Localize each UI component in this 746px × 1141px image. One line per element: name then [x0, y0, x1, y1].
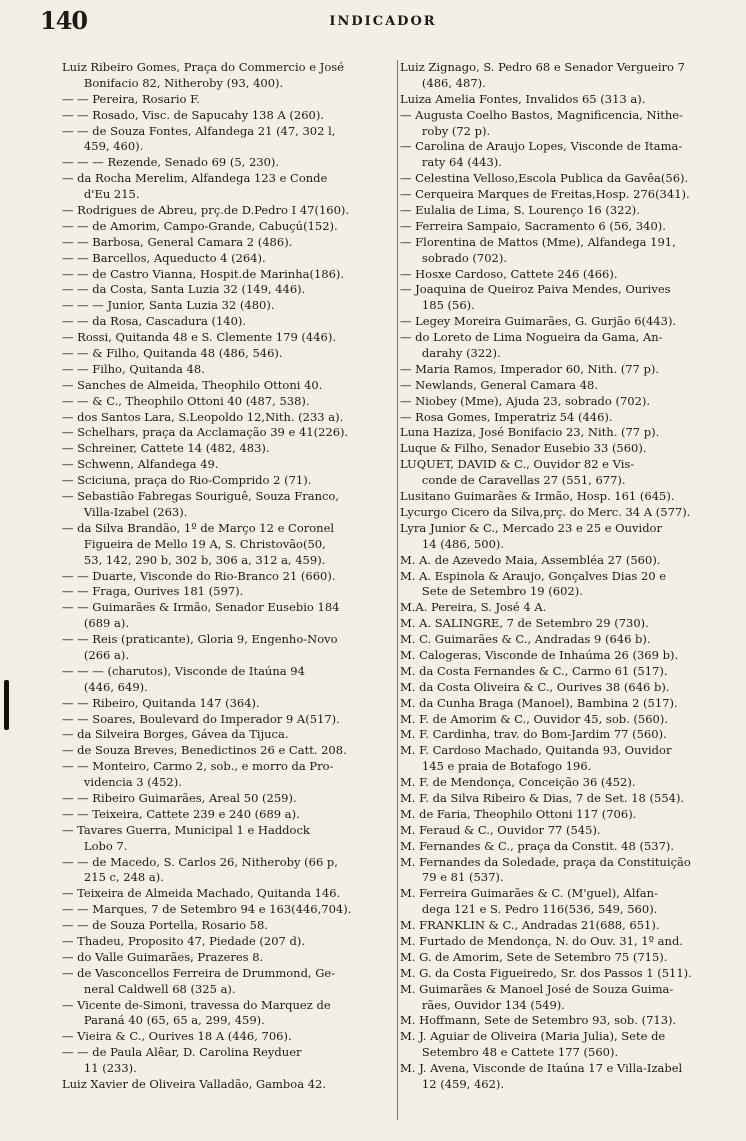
directory-entry-line: M. A. Espinola & Araujo, Gonçalves Dias 20 e [400, 568, 667, 583]
directory-entry-line: Lyra Junior & C., Mercado 23 e 25 e Ouvidor [400, 520, 662, 535]
directory-entry-line: Luiz Zignago, S. Pedro 68 e Senador Vergueiro 7 [400, 60, 685, 74]
directory-entry-line: — — da Costa, Santa Luzia 32 (149, 446). [62, 282, 306, 297]
directory-entry-line: — — & C., Theophilo Ottoni 40 (487, 538). [62, 393, 310, 408]
directory-entry-line: — da Silva Brandão, 1º de Março 12 e Coronel [62, 520, 335, 535]
directory-entry-line: — — de Paula Alêar, D. Carolina Reyduer [62, 1045, 302, 1060]
directory-entry-line: — — Ribeiro, Quitanda 147 (364). [62, 695, 260, 710]
directory-entry-line: 53, 142, 290 b, 302 b, 306 a, 312 a, 459). [62, 552, 326, 567]
directory-entry-line: M. de Faria, Theophilo Ottoni 117 (706). [400, 806, 637, 821]
directory-entry-line: — Carolina de Araujo Lopes, Visconde de Itama- [400, 139, 683, 154]
directory-entry-line: — Hosxe Cardoso, Cattete 246 (466). [400, 266, 618, 281]
directory-entry-line: — — Rosado, Visc. de Sapucahy 138 A (260). [62, 107, 325, 122]
directory-entry-line: M.A. Pereira, S. José 4 A. [400, 600, 547, 615]
directory-entry-line: — — Guimarães & Irmão, Senador Eusebio 184 [62, 600, 340, 615]
directory-entry-line: darahy (322). [400, 346, 501, 361]
directory-entry-line: Paraná 40 (65, 65 a, 299, 459). [62, 1013, 265, 1028]
directory-entry-line: roby (72 p). [400, 123, 491, 138]
directory-entry-line: — — de Amorim, Campo-Grande, Cabuçú(152). [62, 218, 338, 233]
directory-entry-line: M. A. SALINGRE, 7 de Setembro 29 (730). [400, 616, 649, 631]
directory-entry-line: — — & Filho, Quitanda 48 (486, 546). [62, 346, 283, 361]
directory-entry-line: — Sciciuna, praça do Rio-Comprido 2 (71). [62, 473, 312, 488]
directory-entry-line: — Celestina Velloso,Escola Publica da Gavêa(56). [400, 171, 689, 186]
directory-entry-line: — — Duarte, Visconde do Rio-Branco 21 (660). [62, 568, 336, 583]
directory-entry-line: Lobo 7. [62, 838, 128, 853]
directory-entry-line: 145 e praia de Botafogo 196. [400, 759, 592, 774]
directory-entry-line: Luiz Ribeiro Gomes, Praça do Commercio e José [62, 60, 344, 74]
directory-entry-line: Figueira de Mello 19 A, S. Christovão(50, [62, 536, 326, 551]
margin-ink-mark [4, 680, 9, 730]
directory-entry-line: — Tavares Guerra, Municipal 1 e Haddock [62, 822, 310, 837]
page-header [40, 6, 726, 36]
directory-entry-line: M. F. Cardoso Machado, Quitanda 93, Ouvidor [400, 743, 672, 758]
directory-entry-line: M. da Costa Oliveira & C., Ourives 38 (646 b). [400, 679, 670, 694]
directory-entry-line: 79 e 81 (537). [400, 870, 504, 885]
directory-entry-line: dega 121 e S. Pedro 116(536, 549, 560). [400, 902, 658, 917]
directory-entry-line: Luiz Xavier de Oliveira Valladão, Gamboa 42. [62, 1077, 327, 1091]
directory-entry-line: Luiza Amelia Fontes, Invalidos 65 (313 a). [400, 91, 646, 106]
directory-entry-line: — do Loreto de Lima Nogueira da Gama, An- [400, 330, 663, 345]
directory-entry-line: — Newlands, General Camara 48. [400, 377, 598, 392]
directory-entry-line: Lusitano Guimarães & Irmão, Hosp. 161 (645). [400, 489, 675, 504]
directory-entry-line: M. C. Guimarães & C., Andradas 9 (646 b). [400, 632, 651, 647]
directory-entry-line: 215 c, 248 a). [62, 870, 164, 885]
directory-entry-line: 11 (233). [62, 1061, 137, 1076]
directory-entry-line: M. G. da Costa Figueiredo, Sr. dos Passos 1 (511). [400, 965, 692, 980]
directory-entry-line: — Augusta Coelho Bastos, Magnificencia, Nithe- [400, 107, 683, 122]
right-column [400, 60, 736, 1093]
directory-entry-line: conde de Caravellas 27 (551, 677). [400, 473, 626, 488]
running-title: INDICADOR [329, 14, 437, 29]
directory-entry-line: 459, 460). [62, 139, 144, 154]
directory-entry-line: — — — (charutos), Visconde de Itaúna 94 [62, 663, 305, 678]
directory-entry-line: M. da Cunha Braga (Manoel), Bambina 2 (517). [400, 695, 678, 710]
directory-entry-line: sobrado (702). [400, 250, 507, 265]
directory-entry-line: d'Eu 215. [62, 187, 140, 202]
directory-entry-line: — — — Rezende, Senado 69 (5, 230). [62, 155, 280, 170]
directory-entry-line: — Joaquina de Queiroz Paiva Mendes, Ourives [400, 282, 671, 297]
directory-entry-line: — Cerqueira Marques de Freitas,Hosp. 276(341). [400, 187, 690, 202]
directory-entry-line: Luque & Filho, Senador Eusebio 33 (560). [400, 441, 647, 456]
directory-entry-line: M. J. Aguiar de Oliveira (Maria Julia), Sete de [400, 1029, 666, 1044]
directory-entry-line: — dos Santos Lara, S.Leopoldo 12,Nith. (233 a). [62, 409, 344, 424]
directory-entry-line: LUQUET, DAVID & C., Ouvidor 82 e Vis- [400, 457, 635, 472]
directory-entry-line: — Niobey (Mme), Ajuda 23, sobrado (702). [400, 393, 651, 408]
directory-entry-line: videncia 3 (452). [62, 775, 182, 790]
directory-entry-line: — de Souza Breves, Benedictinos 26 e Catt. 208. [62, 743, 347, 758]
directory-entry-line: neral Caldwell 68 (325 a). [62, 981, 236, 996]
directory-entry-line: M. F. Cardinha, trav. do Bom-Jardim 77 (560). [400, 727, 667, 742]
directory-entry-line: (486, 487). [400, 75, 486, 90]
directory-entry-line: M. Ferreira Guimarães & C. (M'guel), Alfan- [400, 886, 658, 901]
directory-entry-line: M. Hoffmann, Sete de Setembro 93, sob. (713). [400, 1013, 677, 1028]
directory-entry-line: — — Barcellos, Aqueducto 4 (264). [62, 250, 266, 265]
directory-entry-line: — — de Souza Fontes, Alfandega 21 (47, 302 l, [62, 123, 336, 138]
directory-entry-line: Lycurgo Cicero da Silva,prç. do Merc. 34 A (577). [400, 504, 691, 519]
directory-entry-line: — Rodrigues de Abreu, prç.de D.Pedro I 47(160). [62, 203, 350, 218]
directory-entry-line: — — Fraga, Ourives 181 (597). [62, 584, 244, 599]
directory-entry-line: Setembro 48 e Cattete 177 (560). [400, 1045, 619, 1060]
directory-entry-line: (689 a). [62, 616, 130, 631]
directory-entry-line: — Maria Ramos, Imperador 60, Nith. (77 p). [400, 361, 660, 376]
directory-entry-line: M. FRANKLIN & C., Andradas 21(688, 651). [400, 918, 660, 933]
directory-entry-line: — da Rocha Merelim, Alfandega 123 e Conde [62, 171, 328, 186]
directory-entry-line: raty 64 (443). [400, 155, 502, 170]
directory-entry-line: M. Fernandes da Soledade, praça da Constituição [400, 854, 691, 869]
directory-entry-line: — Eulalia de Lima, S. Lourenço 16 (322). [400, 203, 640, 218]
directory-entry-line: M. F. de Amorim & C., Ouvidor 45, sob. (560). [400, 711, 668, 726]
directory-entry-line: — Sanches de Almeida, Theophilo Ottoni 40. [62, 377, 323, 392]
directory-entry-line: M. A. de Azevedo Maia, Assembléa 27 (560). [400, 552, 661, 567]
directory-entry-line: 185 (56). [400, 298, 475, 313]
directory-entry-line: — — Barbosa, General Camara 2 (486). [62, 234, 293, 249]
directory-entry-line: M. Furtado de Mendonça, N. do Ouv. 31, 1º and. [400, 933, 683, 948]
directory-entry-line: M. F. de Mendonça, Conceição 36 (452). [400, 775, 636, 790]
directory-entry-line: — Schreiner, Cattete 14 (482, 483). [62, 441, 270, 456]
directory-entry-line: 12 (459, 462). [400, 1077, 505, 1091]
directory-entry-line: M. Guimarães & Manoel José de Souza Guima- [400, 981, 674, 996]
directory-entry-line: — Schwenn, Alfandega 49. [62, 457, 219, 472]
directory-entry-line: M. Calogeras, Visconde de Inhaúma 26 (369 b). [400, 647, 679, 662]
directory-entry-line: (446, 649). [62, 679, 148, 694]
directory-entry-line: (266 a). [62, 647, 130, 662]
directory-entry-line: — Teixeira de Almeida Machado, Quitanda 146. [62, 886, 341, 901]
directory-entry-line: Sete de Setembro 19 (602). [400, 584, 583, 599]
directory-entry-line: M. G. de Amorim, Sete de Setembro 75 (715). [400, 949, 668, 964]
directory-entry-line: M. F. da Silva Ribeiro & Dias, 7 de Set. 18 (554). [400, 790, 685, 805]
directory-entry-line: M. Feraud & C., Ouvidor 77 (545). [400, 822, 601, 837]
directory-entry-line: Luna Haziza, José Bonifacio 23, Nith. (77 p). [400, 425, 660, 440]
directory-entry-line: — — Marques, 7 de Setembro 94 e 163(446,704). [62, 902, 352, 917]
directory-entry-line: rães, Ouvidor 134 (549). [400, 997, 565, 1012]
directory-entry-line: M. J. Avena, Visconde de Itaúna 17 e Villa-Izabel [400, 1061, 683, 1076]
directory-entry-line: — — — Junior, Santa Luzia 32 (480). [62, 298, 275, 313]
left-column [62, 60, 394, 1093]
directory-entry-line: — Legey Moreira Guimarães, G. Gurjão 6(443). [400, 314, 677, 329]
directory-entry-line: — — Soares, Boulevard do Imperador 9 A(517). [62, 711, 340, 726]
directory-entry-line: 14 (486, 500). [400, 536, 505, 551]
directory-entry-line: — de Vasconcellos Ferreira de Drummond, Ge- [62, 965, 336, 980]
directory-entry-line: — da Silveira Borges, Gávea da Tijuca. [62, 727, 289, 742]
directory-entry-line: — — Teixeira, Cattete 239 e 240 (689 a). [62, 806, 300, 821]
directory-entry-line: — do Valle Guimarães, Prazeres 8. [62, 949, 264, 964]
directory-entry-line: — Rosa Gomes, Imperatriz 54 (446). [400, 409, 613, 424]
directory-entry-line: — — de Souza Portella, Rosario 58. [62, 918, 268, 933]
directory-entry-line: — Schelhars, praça da Acclamação 39 e 41(226). [62, 425, 349, 440]
directory-entry-line: — Florentina de Mattos (Mme), Alfandega 191, [400, 234, 676, 249]
directory-entry-line: — — Reis (praticante), Gloria 9, Engenho-Novo [62, 632, 338, 647]
page-number: 140 [40, 6, 88, 35]
directory-entry-line: — Sebastião Fabregas Souriguê, Souza Franco, [62, 489, 339, 504]
directory-entry-line: Bonifacio 82, Nitheroby (93, 400). [62, 75, 284, 90]
directory-entry-line: — Thadeu, Proposito 47, Piedade (207 d). [62, 933, 305, 948]
column-divider [397, 60, 398, 1120]
directory-entry-line: — — de Macedo, S. Carlos 26, Nitheroby (66 p, [62, 854, 338, 869]
directory-entry-line: — — de Castro Vianna, Hospit.de Marinha(186). [62, 266, 345, 281]
directory-entry-line: M. Fernandes & C., praça da Constit. 48 (537). [400, 838, 675, 853]
directory-entry-line: — — da Rosa, Cascadura (140). [62, 314, 247, 329]
directory-entry-line: — — Filho, Quitanda 48. [62, 361, 205, 376]
directory-entry-line: Villa-Izabel (263). [62, 504, 188, 519]
directory-entry-line: M. da Costa Fernandes & C., Carmo 61 (517). [400, 663, 668, 678]
directory-entry-line: — Vicente de-Simoni, travessa do Marquez de [62, 997, 331, 1012]
directory-entry-line: — Vieira & C., Ourives 18 A (446, 706). [62, 1029, 292, 1044]
directory-entry-line: — — Pereira, Rosario F. [62, 91, 200, 106]
directory-entry-line: — — Ribeiro Guimarães, Areal 50 (259). [62, 790, 297, 805]
directory-entry-line: — — Monteiro, Carmo 2, sob., e morro da Pro- [62, 759, 334, 774]
directory-entry-line: — Ferreira Sampaio, Sacramento 6 (56, 340). [400, 218, 666, 233]
directory-entry-line: — Rossi, Quitanda 48 e S. Clemente 179 (446). [62, 330, 336, 345]
